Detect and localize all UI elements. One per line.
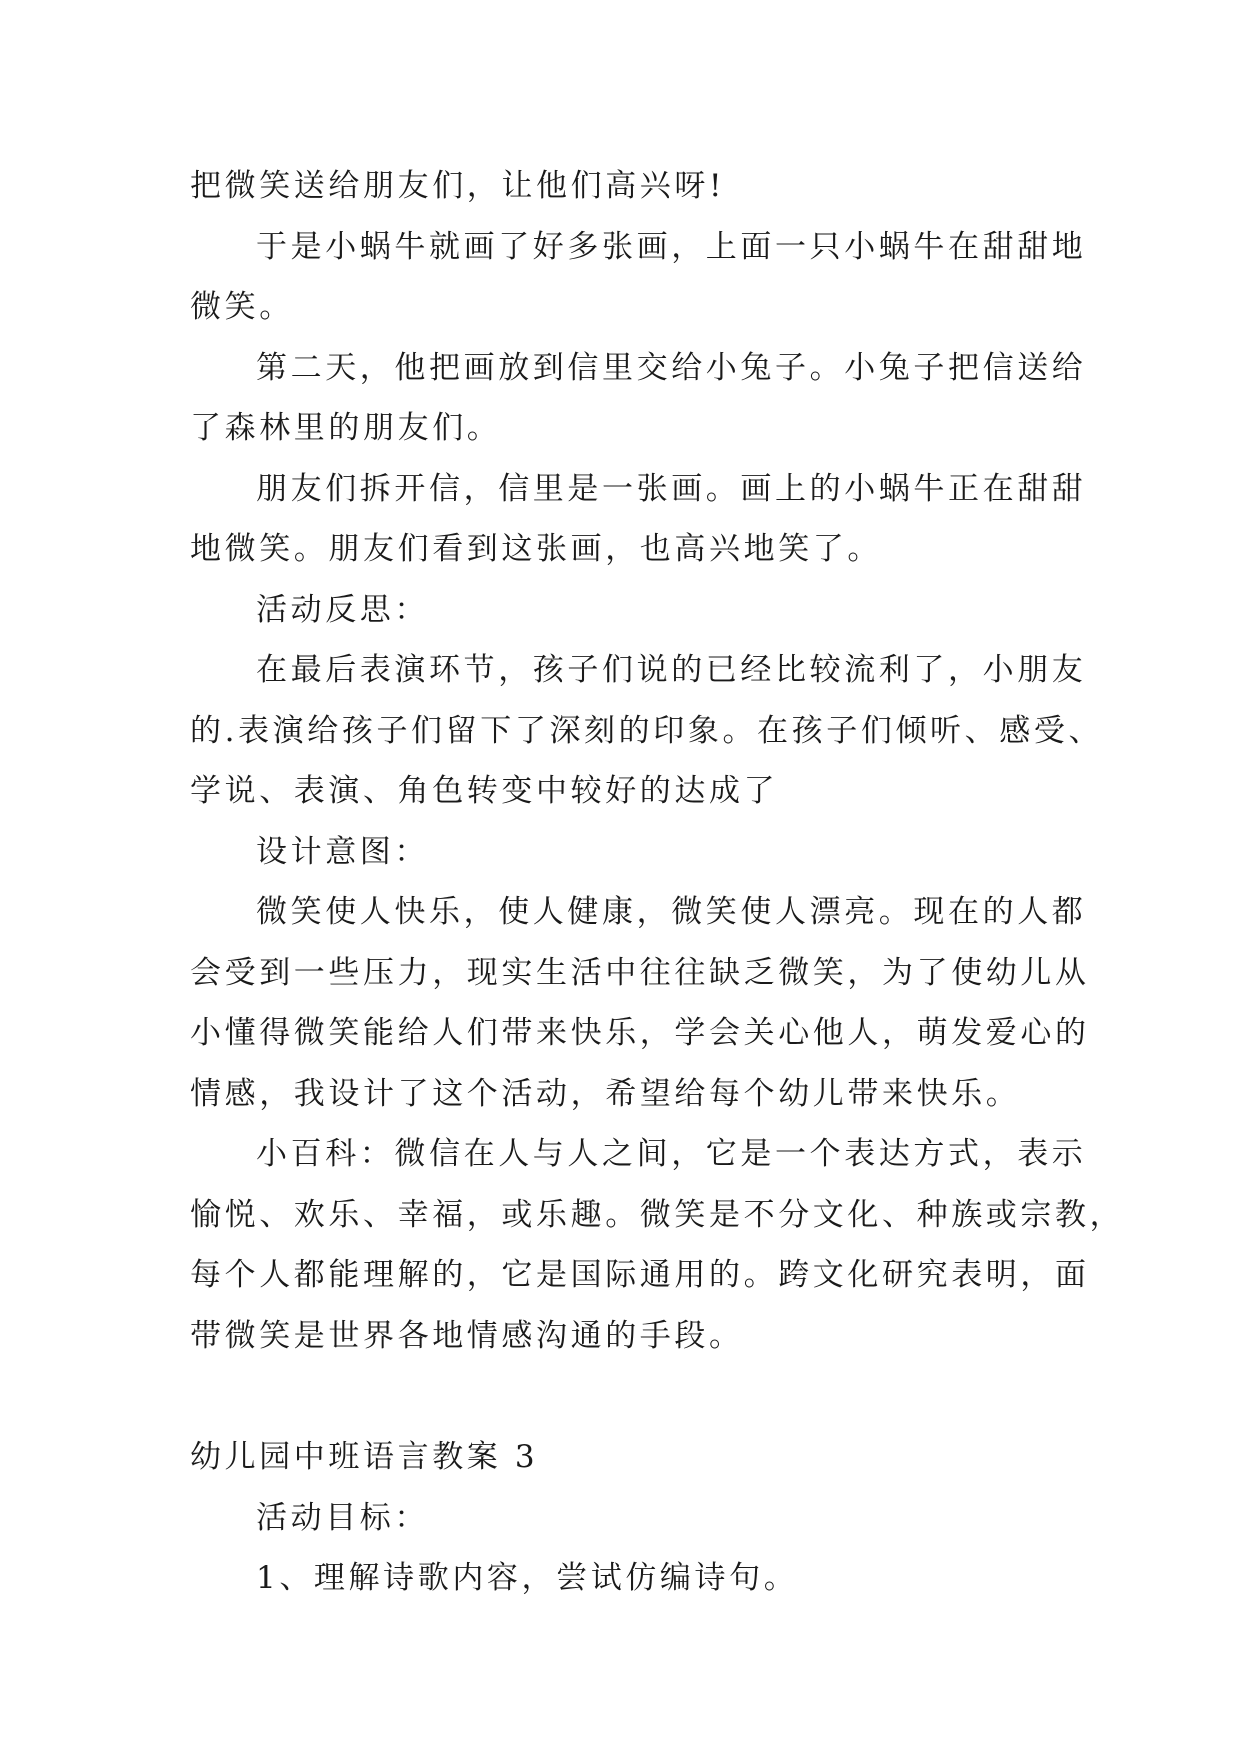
paragraph-line: 地微笑。朋友们看到这张画，也高兴地笑了。 bbox=[190, 531, 882, 567]
paragraph-line: 每个人都能理解的，它是国际通用的。跨文化研究表明，面 bbox=[190, 1257, 1090, 1293]
paragraph-line: 的.表演给孩子们留下了深刻的印象。在孩子们倾听、感受、 bbox=[190, 712, 1104, 749]
paragraph-line: 愉悦、欢乐、幸福，或乐趣。微笑是不分文化、种族或宗教， bbox=[190, 1196, 1125, 1233]
paragraph-line: 把微笑送给朋友们，让他们高兴呀! bbox=[190, 168, 726, 204]
paragraph-line: 带微笑是世界各地情感沟通的手段。 bbox=[190, 1317, 744, 1354]
paragraph-line: 在最后表演环节，孩子们说的已经比较流利了，小朋友 bbox=[256, 652, 1087, 688]
paragraph-line: 微笑使人快乐，使人健康，微笑使人漂亮。现在的人都 bbox=[256, 894, 1087, 930]
paragraph-line: 了森林里的朋友们。 bbox=[190, 410, 502, 446]
paragraph-line: 第二天，他把画放到信里交给小兔子。小兔子把信送给 bbox=[256, 349, 1087, 386]
paragraph-line: 学说、表演、角色转变中较好的达成了 bbox=[190, 773, 779, 809]
section-title: 幼儿园中班语言教案 3 bbox=[190, 1439, 539, 1475]
paragraph-line: 会受到一些压力，现实生活中往往缺乏微笑，为了使幼儿从 bbox=[190, 954, 1090, 991]
document-body bbox=[190, 156, 1125, 1609]
heading-activity-goals: 活动目标： bbox=[256, 1499, 429, 1536]
heading-activity-reflection: 活动反思： bbox=[256, 591, 429, 628]
paragraph-line: 小懂得微笑能给人们带来快乐，学会关心他人，萌发爱心的 bbox=[190, 1015, 1090, 1051]
paragraph-line: 情感，我设计了这个活动，希望给每个幼儿带来快乐。 bbox=[190, 1075, 1021, 1112]
heading-design-intent: 设计意图： bbox=[256, 833, 429, 870]
paragraph-line: 小百科：微信在人与人之间，它是一个表达方式，表示 bbox=[256, 1136, 1087, 1172]
goal-item: 1、理解诗歌内容，尝试仿编诗句。 bbox=[256, 1560, 799, 1596]
paragraph-line: 朋友们拆开信，信里是一张画。画上的小蜗牛正在甜甜 bbox=[256, 470, 1087, 507]
paragraph-line: 微笑。 bbox=[190, 289, 294, 325]
paragraph-line: 于是小蜗牛就画了好多张画，上面一只小蜗牛在甜甜地 bbox=[256, 228, 1087, 265]
